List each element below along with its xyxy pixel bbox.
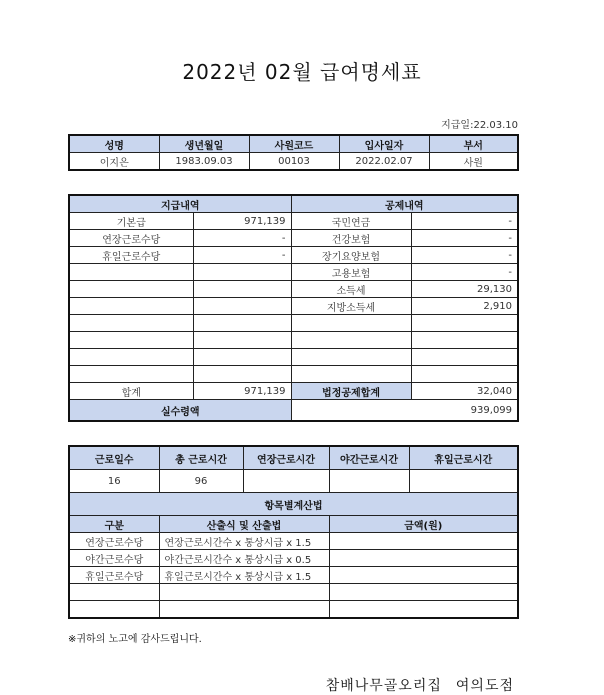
payment-total-value: 971,139 (193, 383, 291, 400)
deduction-value (411, 315, 518, 332)
header-birth: 생년월일 (159, 135, 249, 153)
calc-header-item: 구분 (69, 516, 159, 533)
pay-row (69, 230, 518, 247)
calc-formula: 휴일근로시간수 x 통상시급 x 1.5 (159, 567, 329, 584)
calc-row (69, 550, 518, 567)
payment-value (193, 349, 291, 366)
calc-amount (329, 533, 518, 550)
payment-value (193, 298, 291, 315)
value-work-days: 16 (69, 470, 159, 493)
payment-header: 지급내역 (69, 195, 291, 213)
calc-amount (329, 567, 518, 584)
payment-value: 971,139 (193, 213, 291, 230)
payment-total-label: 합계 (69, 383, 193, 400)
work-table (68, 445, 519, 619)
deduction-value: - (411, 247, 518, 264)
pay-header-row (69, 195, 518, 213)
payment-value (193, 281, 291, 298)
pay-row (69, 366, 518, 383)
payment-value (193, 264, 291, 281)
calc-header-formula: 산출식 및 산출법 (159, 516, 329, 533)
header-code: 사원코드 (249, 135, 339, 153)
net-pay-value: 939,099 (291, 400, 518, 422)
pay-row (69, 281, 518, 298)
company-signature (326, 675, 514, 695)
payment-label (69, 366, 193, 383)
employee-value-row (69, 153, 518, 171)
calc-title-row (69, 493, 518, 516)
calc-amount (329, 601, 518, 619)
deduction-value: - (411, 264, 518, 281)
calc-row (69, 533, 518, 550)
employee-header-row (69, 135, 518, 153)
payment-label: 연장근로수당 (69, 230, 193, 247)
pay-row (69, 315, 518, 332)
payment-label (69, 349, 193, 366)
calc-header-amount: 금액(원) (329, 516, 518, 533)
payment-label (69, 298, 193, 315)
deduction-value: - (411, 230, 518, 247)
calc-formula: 연장근로시간수 x 통상시급 x 1.5 (159, 533, 329, 550)
deduction-label (291, 315, 411, 332)
value-total-hours: 96 (159, 470, 243, 493)
header-dept: 부서 (429, 135, 518, 153)
deduction-value (411, 332, 518, 349)
calc-formula (159, 601, 329, 619)
document-title: 2022년 02월 급여명세표 (182, 60, 422, 84)
deduction-label: 지방소득세 (291, 298, 411, 315)
employee-table (68, 134, 519, 171)
calc-amount (329, 584, 518, 601)
deduction-label: 소득세 (291, 281, 411, 298)
pay-row (69, 332, 518, 349)
calc-row (69, 567, 518, 584)
value-code: 00103 (249, 153, 339, 171)
calc-item (69, 601, 159, 619)
calc-row (69, 584, 518, 601)
pay-row (69, 298, 518, 315)
net-pay-row (69, 400, 518, 422)
value-join: 2022.02.07 (339, 153, 429, 171)
work-header-row (69, 446, 518, 470)
header-night-hours: 야간근로시간 (329, 446, 409, 470)
payment-value (193, 315, 291, 332)
payment-value: - (193, 230, 291, 247)
calc-amount (329, 550, 518, 567)
value-holiday-hours (409, 470, 518, 493)
payment-label: 기본급 (69, 213, 193, 230)
calc-item (69, 584, 159, 601)
payment-label (69, 332, 193, 349)
pay-row (69, 349, 518, 366)
value-name: 이지은 (69, 153, 159, 171)
pay-total-row (69, 383, 518, 400)
header-holiday-hours: 휴일근로시간 (409, 446, 518, 470)
calc-formula: 야간근로시간수 x 통상시급 x 0.5 (159, 550, 329, 567)
payment-value (193, 332, 291, 349)
work-value-row (69, 470, 518, 493)
deduction-value: 2,910 (411, 298, 518, 315)
deduction-label: 건강보험 (291, 230, 411, 247)
deduction-label: 국민연금 (291, 213, 411, 230)
header-work-days: 근로일수 (69, 446, 159, 470)
header-join: 입사일자 (339, 135, 429, 153)
pay-row (69, 213, 518, 230)
thank-you-note: ※귀하의 노고에 감사드립니다. (68, 634, 202, 645)
pay-table (68, 194, 519, 422)
deduction-label (291, 349, 411, 366)
deduction-label: 고용보험 (291, 264, 411, 281)
calc-title: 항목별계산법 (69, 493, 518, 516)
payment-value: - (193, 247, 291, 264)
calc-item: 야간근로수당 (69, 550, 159, 567)
deduction-value: - (411, 213, 518, 230)
calc-header-row (69, 516, 518, 533)
payment-label (69, 315, 193, 332)
header-total-hours: 총 근로시간 (159, 446, 243, 470)
pay-row (69, 264, 518, 281)
deduction-label: 장기요양보험 (291, 247, 411, 264)
deduction-total-label: 법정공제합계 (291, 383, 411, 400)
company-name: 참배나무골오리집 (325, 678, 442, 694)
deduction-value (411, 366, 518, 383)
payment-label (69, 281, 193, 298)
value-birth: 1983.09.03 (159, 153, 249, 171)
payment-label (69, 264, 193, 281)
deduction-value: 29,130 (411, 281, 518, 298)
value-dept: 사원 (429, 153, 518, 171)
deduction-value (411, 349, 518, 366)
calc-row (69, 601, 518, 619)
header-name: 성명 (69, 135, 159, 153)
payment-value (193, 366, 291, 383)
deduction-label (291, 366, 411, 383)
pay-row (69, 247, 518, 264)
calc-item: 휴일근로수당 (69, 567, 159, 584)
pay-date: 지급일:22.03.10 (441, 120, 518, 131)
value-overtime-hours (243, 470, 329, 493)
header-overtime-hours: 연장근로시간 (243, 446, 329, 470)
company-branch: 여의도점 (455, 678, 514, 694)
deduction-header: 공제내역 (291, 195, 518, 213)
value-night-hours (329, 470, 409, 493)
deduction-label (291, 332, 411, 349)
calc-formula (159, 584, 329, 601)
calc-item: 연장근로수당 (69, 533, 159, 550)
deduction-total-value: 32,040 (411, 383, 518, 400)
net-pay-label: 실수령액 (69, 400, 291, 422)
payment-label: 휴일근로수당 (69, 247, 193, 264)
